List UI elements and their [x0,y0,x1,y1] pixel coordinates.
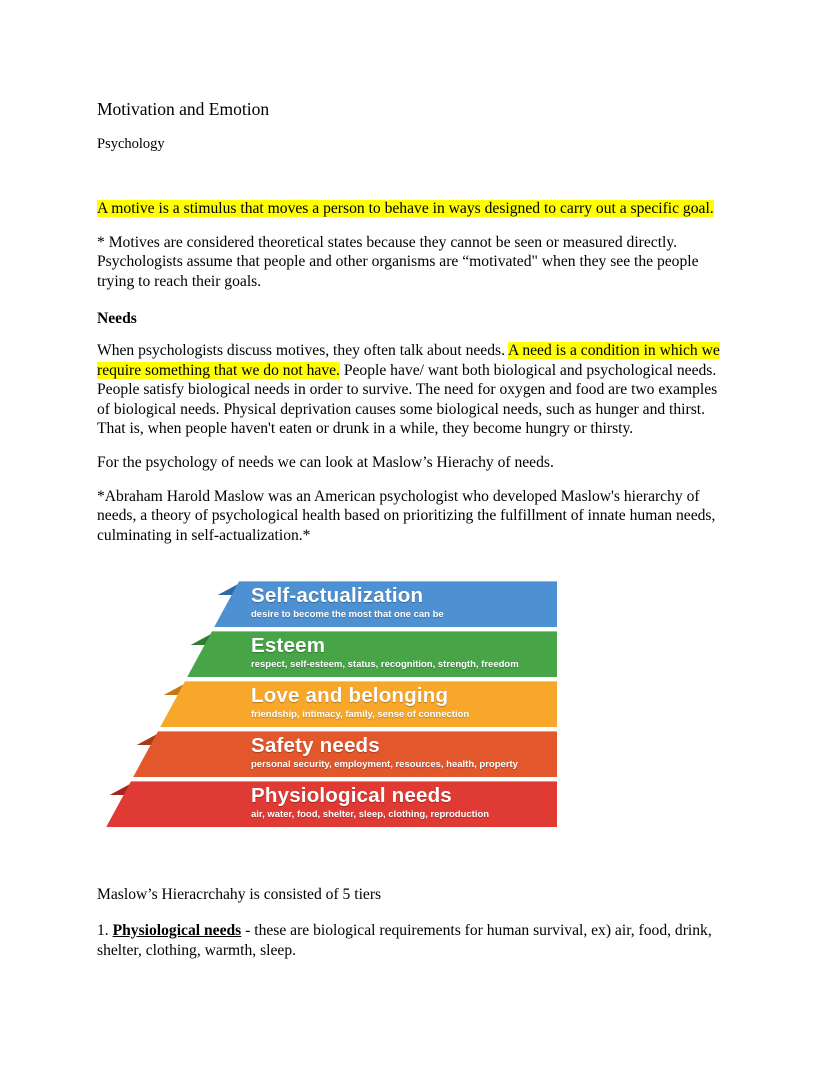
tier-text [251,784,489,820]
paragraph-maslow-bio: *Abraham Harold Maslow was an American psychologist who developed Maslow's hierarchy of needs, a theory of psychological health based on prioritizing the fulfillment of innate human needs, culminating in self-actualization.* [97,487,716,544]
highlighted-motive-definition: A motive is a stimulus that moves a person to behave in ways designed to carry out a specific goal. [97,200,714,217]
maslow-pyramid-figure [99,575,564,835]
tier-title: Love and belonging [251,684,449,708]
list-item-number: 1. [97,921,113,939]
paragraph-maslow-intro: For the psychology of needs we can look at Maslow’s Hierachy of needs. [97,453,554,471]
tier-text [251,584,444,620]
pyramid-tier-safety [99,731,557,777]
needs-lead-text: When psychologists discuss motives, they often talk about needs. [97,341,509,359]
document-subtitle: Psychology [97,136,165,152]
tier-title: Safety needs [251,734,380,758]
tier-text [251,684,469,720]
tier-text [251,734,518,770]
tier-subtitle: air, water, food, shelter, sleep, clothing, reproduction [251,809,490,821]
tier-subtitle: personal security, employment, resources, health, property [251,759,518,771]
tier-title: Esteem [251,634,326,658]
pyramid-tier-esteem [99,631,557,677]
tier-subtitle: respect, self-esteem, status, recognition, strength, freedom [251,659,519,671]
paragraph-motives-theoretical: * Motives are considered theoretical states because they cannot be seen or measured directly. Psychologists assume that people and other organisms are “motivated" when they see the people trying to reach their goals. [97,233,699,290]
paragraph-needs [97,341,729,439]
tier-text [251,634,519,670]
tier-title: Self-actualization [251,584,424,608]
paragraph-tier1-physiological [97,921,729,960]
tier-subtitle: friendship, intimacy, family, sense of connection [251,709,470,721]
tier-subtitle: desire to become the most that one can be [251,609,444,621]
list-item-term: Physiological needs [112,921,242,939]
paragraph-tiers-summary: Maslow’s Hieracrchahy is consisted of 5 tiers [97,886,382,904]
highlighted-need-definition: A need is a condition in which we require something that we do not have. [97,341,720,379]
pyramid-tier-love-belonging [99,681,557,727]
needs-rest-text: People have/ want both biological and psychological needs. People satisfy biological needs in order to survive. The need for oxygen and food are two examples of biological needs. Physical deprivation causes some biological needs, such as hunger and thirst. That is, when people haven't eaten or drunk in a while, they become hungry or thirsty. [97,361,718,438]
pyramid-tier-physiological [99,781,557,827]
tier-title: Physiological needs [251,784,452,808]
pyramid-tier-self-actualization [99,581,557,627]
document-title: Motivation and Emotion [97,99,270,119]
paragraph-motive-definition [97,199,729,219]
list-item-description: - these are biological requirements for human survival, ex) air, food, drink, shelter, clothing, warmth, sleep. [97,921,712,959]
maslow-pyramid [99,581,557,827]
heading-needs: Needs [97,310,137,328]
